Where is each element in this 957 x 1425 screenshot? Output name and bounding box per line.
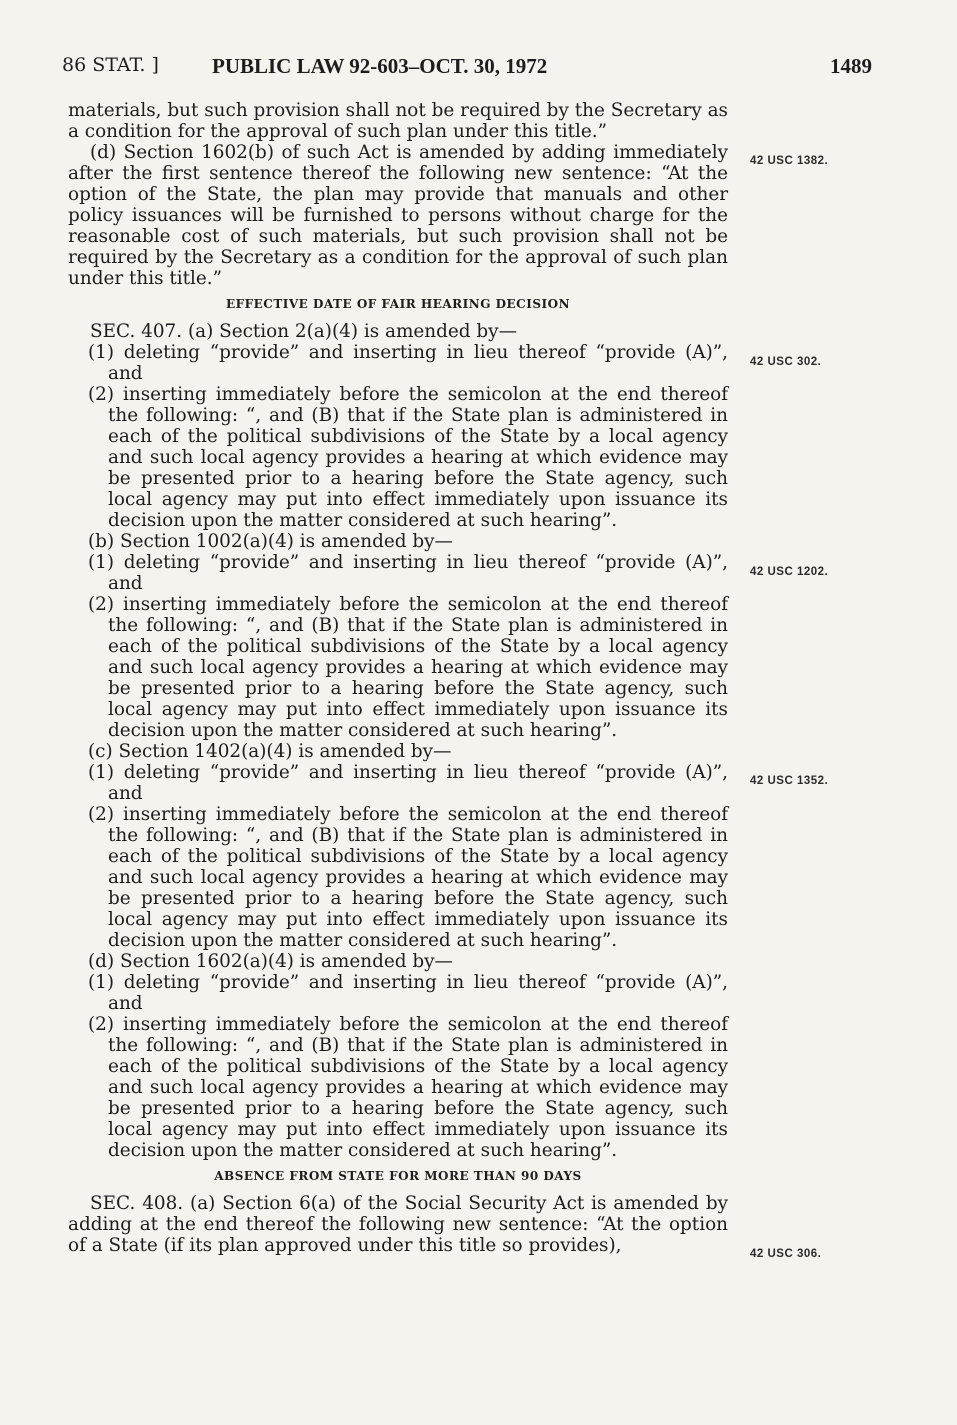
document-body xyxy=(68,100,728,1256)
page-header xyxy=(62,54,872,84)
margin-citation: 42 USC 1382. xyxy=(750,155,829,167)
statute-reference: 86 STAT. ] xyxy=(62,54,159,76)
list-item: (2) inserting immediately before the semicolon at the end thereof the following: “, and (B) that if the State plan is administered in each of the political subdivisions of the State by a local agency and such local agency provides a hearing at which evidence may be presented prior to a hearing before the State agency, such local agency may put into effect immediately upon issuance its decision upon the matter considered at such hearing”. xyxy=(88,1014,728,1161)
page-number: 1489 xyxy=(830,54,872,78)
list-item: (1) deleting “provide” and inserting in lieu thereof “provide (A)”, and xyxy=(88,342,728,384)
section-opening xyxy=(68,321,728,342)
section-text: 408. (a) Section 6(a) of the Social Security Act is amended by adding at the end thereof the following new sentence: “At the option of a State (if its plan approved under this title so provides), xyxy=(68,1193,728,1256)
section-label: SEC. xyxy=(90,1193,136,1214)
subsection: (b) Section 1002(a)(4) is amended by— xyxy=(88,531,453,552)
margin-citation: 42 USC 1352. xyxy=(750,775,829,787)
margin-citation: 42 USC 306. xyxy=(750,1248,822,1260)
subsection: (d) Section 1602(a)(4) is amended by— xyxy=(88,951,453,972)
running-title: PUBLIC LAW 92-603–OCT. 30, 1972 xyxy=(212,54,548,78)
section-heading: ABSENCE FROM STATE FOR MORE THAN 90 DAYS xyxy=(214,1169,582,1183)
list-item: (2) inserting immediately before the semicolon at the end thereof the following: “, and (B) that if the State plan is administered in each of the political subdivisions of the State by a local agency and such local agency provides a hearing at which evidence may be presented prior to a hearing before the State agency, such local agency may put into effect immediately upon issuance its decision upon the matter considered at such hearing”. xyxy=(88,804,728,951)
list-item: (1) deleting “provide” and inserting in lieu thereof “provide (A)”, and xyxy=(88,972,728,1014)
section-heading: EFFECTIVE DATE OF FAIR HEARING DECISION xyxy=(225,297,571,311)
margin-citation: 42 USC 1202. xyxy=(750,566,829,578)
subsection: (c) Section 1402(a)(4) is amended by— xyxy=(88,741,452,762)
section-text: 407. (a) Section 2(a)(4) is amended by— xyxy=(141,321,517,342)
list-item: (1) deleting “provide” and inserting in lieu thereof “provide (A)”, and xyxy=(88,762,728,804)
section-opening xyxy=(68,1193,728,1256)
paragraph: materials, but such provision shall not be required by the Secretary as a condition for the approval of such plan under this title.” xyxy=(68,100,728,142)
paragraph: (d) Section 1602(b) of such Act is amended by adding immediately after the first sentence thereof the following new sentence: “At the option of the State, the plan may provide that manuals and other policy issuances will be furnished to persons without charge for the reasonable cost of such materials, but such provision shall not be required by the Secretary as a condition for the approval of such plan under this title.” xyxy=(68,142,728,289)
list-item: (2) inserting immediately before the semicolon at the end thereof the following: “, and (B) that if the State plan is administered in each of the political subdivisions of the State by a local agency and such local agency provides a hearing at which evidence may be presented prior to a hearing before the State agency, such local agency may put into effect immediately upon issuance its decision upon the matter considered at such hearing”. xyxy=(88,384,728,531)
list-item: (2) inserting immediately before the semicolon at the end thereof the following: “, and (B) that if the State plan is administered in each of the political subdivisions of the State by a local agency and such local agency provides a hearing at which evidence may be presented prior to a hearing before the State agency, such local agency may put into effect immediately upon issuance its decision upon the matter considered at such hearing”. xyxy=(88,594,728,741)
margin-citation: 42 USC 302. xyxy=(750,356,822,368)
section-label: SEC. xyxy=(90,321,136,342)
list-item: (1) deleting “provide” and inserting in lieu thereof “provide (A)”, and xyxy=(88,552,728,594)
